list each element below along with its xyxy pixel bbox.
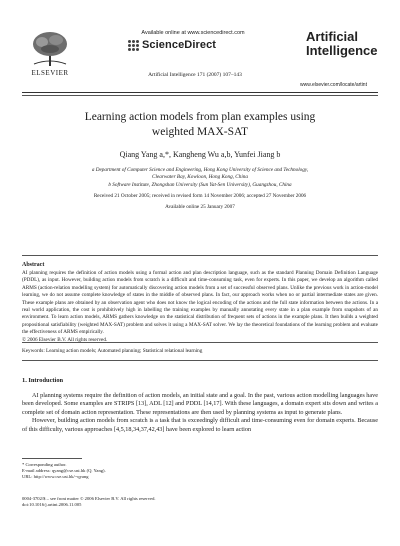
available-online-text: Available online at www.sciencedirect.com (141, 30, 245, 36)
section-heading-introduction: 1. Introduction (22, 377, 64, 384)
issn-doi (22, 496, 322, 508)
abstract-body (22, 270, 378, 344)
doi-line[interactable]: doi:10.1016/j.artint.2006.11.005 (22, 501, 82, 507)
affiliation-b: b Software Institute, Zhongshan University (Sun Yat-Sen University), Guangzhou, China (108, 182, 292, 188)
introduction-paragraph-1: AI planning systems require the definition of action models, an initial state and a goal. In the past, various action modelling languages have been developed. Some examples are STRIPS [13], ADL [12] and PDDL [14,17]. With these languages, a domain expert sits down and writes a complete set of domain action representation. These representations are then used by planning systems as input to generate plans. (22, 392, 378, 416)
abstract-text: AI planning requires the definition of action models using a formal action and plan description language, such as the standard Planning Domain Definition Language (PDDL), as input. However, building action models from scratch is a difficult and time-consuming task, even for experts. In this paper, we develop an algorithm called ARMS (action-relation modelling system) for automatically discovering action models from a set of successful observed plans. Unlike the previous work in action-model learning, we do not assume complete knowledge of states in the middle of observed plans. In fact, our approach works when no or partial intermediate states are given. These example plans are obtained by an observation agent who does not know the logical encoding of the actions and the full state information between the actions. In a real world application, the cost is prohibitively high in labelling the training examples by manually annotating every state in a plan example from snapshots of an environment. To learn action models, ARMS gathers knowledge on the statistical distribution of frequent sets of actions in the example plans. It then builds a weighted propositional satisfiability (weighted MAX-SAT) problem and solves it using a MAX-SAT solver. We lay the theoretical foundations of the learning problem and evaluate the effectiveness of ARMS empirically. (22, 270, 378, 336)
introduction-paragraph-2: However, building action models from scratch is a task that is exceedingly difficult and time-consuming even for domain experts. Because of this difficulty, various approaches [4,5,18,34,37,42,43] have been explored to learn action (22, 417, 378, 433)
affiliation-a-line2: Clearwater Bay, Kowloon, Hong Kong, China (152, 173, 248, 180)
journal-reference: Artificial Intelligence 171 (2007) 107–143 (148, 72, 242, 78)
article-title-line2: weighted MAX-SAT (151, 126, 249, 138)
abstract-copyright: © 2006 Elsevier B.V. All rights reserved. (22, 336, 108, 343)
affiliation-a-line1: a Department of Computer Science and Engineering, Hong Kong University of Science and Technology, (91, 167, 309, 173)
sciencedirect-logo (128, 38, 216, 52)
footnote-corresponding: * Corresponding author. (22, 462, 67, 467)
article-title (60, 110, 340, 140)
available-online-date: Available online 25 January 2007 (165, 204, 235, 210)
elsevier-wordmark: ELSEVIER (31, 69, 69, 77)
header-rule (22, 92, 378, 93)
journal-title-line2: Intelligence (306, 43, 378, 58)
keywords-rule (22, 342, 378, 343)
elsevier-tree-logo (28, 30, 72, 68)
keywords: Keywords: Learning action models; Automated planning; Statistical relational learning (22, 348, 203, 354)
sciencedirect-dots-icon (128, 40, 139, 51)
received-dates: Received 21 October 2005; received in revised form 14 November 2006; accepted 27 November 2006 (93, 193, 307, 199)
issn-line: 0004-3702/$ – see front matter © 2006 Elsevier B.V. All rights reserved. (22, 496, 156, 501)
footnotes (22, 462, 222, 479)
journal-title-line1: Artificial (306, 29, 359, 44)
sciencedirect-wordmark: ScienceDirect (142, 39, 217, 51)
authors: Qiang Yang a,*, Kangheng Wu a,b, Yunfei Jiang b (119, 150, 281, 159)
article-title-line1: Learning action models from plan examples using (84, 111, 316, 123)
abstract-top-rule (22, 255, 378, 256)
footnote-email[interactable]: E-mail address: qyang@cse.ust.hk (Q. Yang). (22, 467, 106, 473)
header-rule-thin (22, 95, 378, 96)
abstract-heading: Abstract (22, 262, 45, 268)
introduction-text (22, 392, 378, 434)
journal-title (306, 30, 378, 58)
footnote-rule (22, 458, 82, 459)
affiliation-a (40, 167, 360, 180)
journal-url[interactable]: www.elsevier.com/locate/artint (300, 82, 367, 88)
footnote-url[interactable]: URL: http://www.cse.ust.hk/~qyang (22, 473, 89, 479)
keywords-bottom-rule (22, 360, 378, 361)
